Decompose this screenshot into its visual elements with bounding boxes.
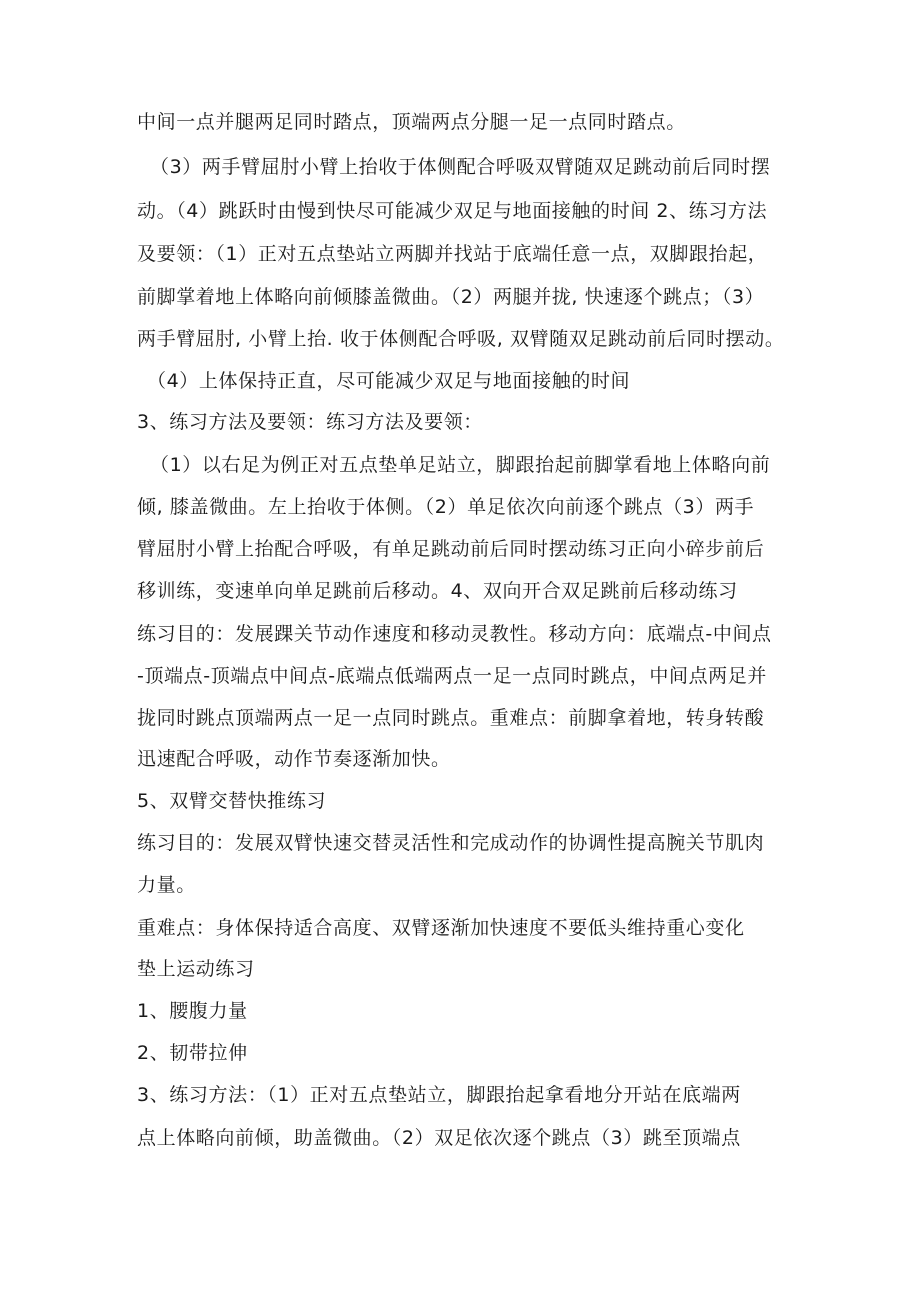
text-line: 力量。 xyxy=(137,874,196,896)
section-heading: 3、练习方法及要领：练习方法及要领： xyxy=(137,411,483,433)
text-line: （3）两手臂屈肘小臂上抬收于体侧配合呼吸双臂随双足跳动前后同时摆 xyxy=(150,156,771,178)
text-line: 点上体略向前倾，助盖微曲。（2）双足依次逐个跳点（3）跳至顶端点 xyxy=(137,1127,741,1149)
section-heading: 垫上运动练习 xyxy=(137,958,255,980)
text-line: 中间一点并腿两足同时踏点，顶端两点分腿一足一点同时踏点。 xyxy=(137,111,686,133)
text-line: （4）上体保持正直，尽可能减少双足与地面接触的时间 xyxy=(147,370,631,392)
text-line: 练习目的：发展双臂快速交替灵活性和完成动作的协调性提高腕关节肌肉 xyxy=(137,832,765,854)
list-item: 3、练习方法：（1）正对五点垫站立，脚跟抬起拿看地分开站在底端两 xyxy=(137,1084,741,1106)
text-line: 练习目的：发展踝关节动作速度和移动灵教性。移动方向：底端点-中间点 xyxy=(137,623,772,645)
section-heading: 5、双臂交替快推练习 xyxy=(137,790,327,812)
text-line: 重难点：身体保持适合高度、双臂逐渐加快速度不要低头维持重心变化 xyxy=(137,917,745,939)
text-line: 及要领：（1）正对五点垫站立两脚并找站于底端任意一点，双脚跟抬起， xyxy=(137,243,768,265)
text-line: 迅速配合呼吸，动作节奏逐渐加快。 xyxy=(137,748,451,770)
text-line: 臂屈肘小臂上抬配合呼吸，有单足跳动前后同时摆动练习正向小碎步前后 xyxy=(137,538,765,560)
text-line: 拢同时跳点顶端两点一足一点同时跳点。重难点：前脚拿着地，转身转酸 xyxy=(137,707,765,729)
list-item: 1、腰腹力量 xyxy=(137,1000,248,1022)
text-line: 前脚掌着地上体略向前倾膝盖微曲。（2）两腿并拢, 快速逐个跳点；（3） xyxy=(137,286,765,308)
list-item: 2、韧带拉伸 xyxy=(137,1042,248,1064)
text-line: 两手臂屈肘, 小臂上抬. 收于体侧配合呼吸, 双臂随双足跳动前后同时摆动。 xyxy=(137,328,785,350)
text-line: 倾, 膝盖微曲。左上抬收于体侧。（2）单足依次向前逐个跳点（3）两手 xyxy=(137,496,755,518)
text-line: （1）以右足为例正对五点垫单足站立，脚跟抬起前脚掌看地上体略向前 xyxy=(150,454,771,476)
text-line: 移训练，变速单向单足跳前后移动。4、双向开合双足跳前后移动练习 xyxy=(137,580,738,602)
text-line: 动。（4）跳跃时由慢到快尽可能减少双足与地面接触的时间 2、练习方法 xyxy=(137,200,768,222)
text-line: -顶端点-顶端点中间点-底端点低端两点一足一点同时跳点，中间点两足并 xyxy=(137,665,767,687)
